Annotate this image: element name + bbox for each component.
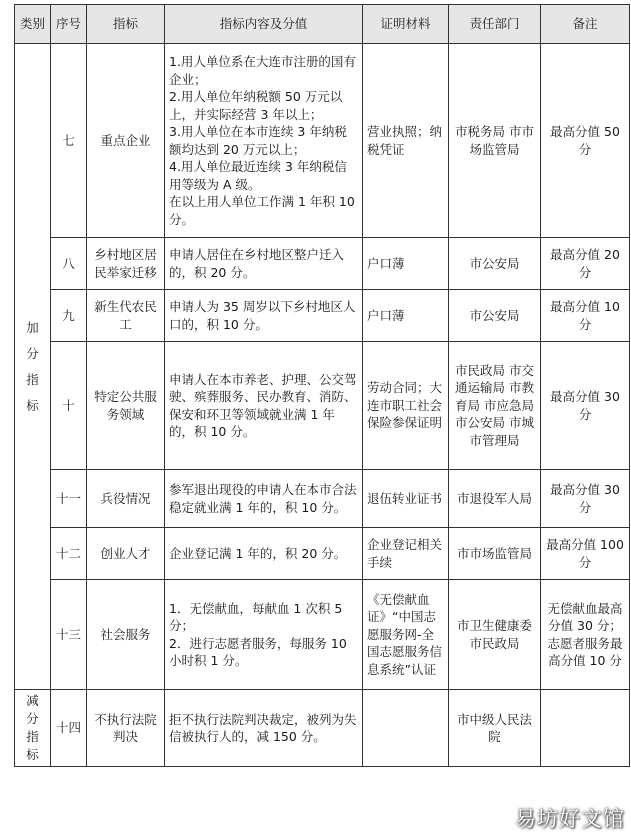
- seq-cell: 九: [51, 290, 87, 342]
- content-cell: [165, 528, 363, 580]
- content-cell: [165, 290, 363, 342]
- header-indicator: 指标: [87, 5, 165, 44]
- indicator-cell: 特定公共服务领域: [87, 342, 165, 470]
- remark-cell: 最高分值 30 分: [541, 470, 630, 528]
- watermark-logo: 易坊好文馆: [515, 807, 625, 831]
- indicator-cell: 不执行法院判决: [87, 690, 165, 767]
- docs-cell: 营业执照；纳税凭证: [363, 44, 449, 238]
- dept-cell: 市卫生健康委 市民政局: [449, 580, 541, 690]
- content-cell: [165, 470, 363, 528]
- docs-cell: 户口薄: [363, 238, 449, 290]
- remark-cell: 最高分值 20 分: [541, 238, 630, 290]
- category-char: 指: [26, 371, 39, 387]
- indicator-cell: 社会服务: [87, 580, 165, 690]
- seq-cell: 七: [51, 44, 87, 238]
- category-char: 加: [26, 319, 39, 335]
- dept-cell: 市税务局 市市场监管局: [449, 44, 541, 238]
- remark-cell: 无偿献血最高分值 30 分；志愿者服务最高分值 10 分: [541, 580, 630, 690]
- content-line: 拒不执行法院判决裁定，被列为失信被执行人的，减 150 分。: [169, 711, 357, 744]
- header-content: 指标内容及分值: [165, 5, 363, 44]
- seq-cell: 十四: [51, 690, 87, 767]
- table-row: [15, 690, 630, 767]
- indicator-cell: 新生代农民工: [87, 290, 165, 342]
- content-line: 1．无偿献血，每献血 1 次积 5 分；: [169, 600, 343, 633]
- indicator-cell: 创业人才: [87, 528, 165, 580]
- docs-cell: [363, 690, 449, 767]
- header-seq: 序号: [51, 5, 87, 44]
- seq-cell: 十二: [51, 528, 87, 580]
- seq-cell: 十: [51, 342, 87, 470]
- header-dept: 责任部门: [449, 5, 541, 44]
- dept-cell: 市民政局 市交通运输局 市教育局 市应急局 市公安局 市城市管理局: [449, 342, 541, 470]
- category-char: 指: [26, 729, 39, 744]
- table-row: [15, 342, 630, 470]
- header-row: [15, 5, 630, 44]
- content-line: 企业登记满 1 年的，积 20 分。: [169, 545, 347, 561]
- category-char: 标: [26, 397, 39, 413]
- indicator-cell: 重点企业: [87, 44, 165, 238]
- content-cell: [165, 238, 363, 290]
- table-row: [15, 238, 630, 290]
- docs-cell: 劳动合同；大连市职工社会保险参保证明: [363, 342, 449, 470]
- table-row: [15, 528, 630, 580]
- dept-cell: 市退役军人局: [449, 470, 541, 528]
- docs-cell: 企业登记相关手续: [363, 528, 449, 580]
- content-line: 3.用人单位在本市连续 3 年纳税额均达到 20 万元以上；: [169, 124, 347, 157]
- remark-cell: 最高分值 30 分: [541, 342, 630, 470]
- content-cell: [165, 690, 363, 767]
- table-row: [15, 44, 630, 238]
- dept-cell: 市公安局: [449, 238, 541, 290]
- table-row: [15, 470, 630, 528]
- content-line: 2.用人单位年纳税额 50 万元以上，并实际经营 3 年以上；: [169, 89, 343, 122]
- content-line: 4.用人单位最近连续 3 年纳税信用等级为 A 级。: [169, 159, 347, 192]
- remark-cell: 最高分值 50 分: [541, 44, 630, 238]
- docs-cell: 户口薄: [363, 290, 449, 342]
- content-line: 申请人居住在乡村地区整户迁入的，积 20 分。: [169, 247, 345, 280]
- docs-cell: 退伍转业证书: [363, 470, 449, 528]
- category-subtract: [15, 690, 51, 767]
- seq-cell: 十一: [51, 470, 87, 528]
- table-row: [15, 580, 630, 690]
- scoring-table: [14, 4, 630, 767]
- remark-cell: 最高分值 100 分: [541, 528, 630, 580]
- content-line: 在以上用人单位工作满 1 年积 10 分。: [169, 194, 355, 227]
- category-char: 标: [26, 747, 39, 762]
- content-line: 申请人为 35 周岁以下乡村地区人口的，积 10 分。: [169, 299, 356, 332]
- seq-cell: 十三: [51, 580, 87, 690]
- dept-cell: 市中级人民法院: [449, 690, 541, 767]
- content-line: 2．进行志愿者服务，每服务 10 小时积 1 分。: [169, 635, 347, 668]
- content-cell: [165, 342, 363, 470]
- dept-cell: 市市场监管局: [449, 528, 541, 580]
- content-cell: [165, 580, 363, 690]
- header-remark: 备注: [541, 5, 630, 44]
- category-char: 分: [26, 711, 39, 726]
- indicator-cell: 乡村地区居民举家迁移: [87, 238, 165, 290]
- remark-cell: 最高分值 10 分: [541, 290, 630, 342]
- docs-cell: 《无偿献血证》“中国志愿服务网-全国志愿服务信息系统”认证: [363, 580, 449, 690]
- dept-cell: 市公安局: [449, 290, 541, 342]
- content-cell: [165, 44, 363, 238]
- content-line: 参军退出现役的申请人在本市合法稳定就业满 1 年的，积 10 分。: [169, 482, 357, 515]
- category-char: 分: [26, 345, 39, 361]
- header-docs: 证明材料: [363, 5, 449, 44]
- table-row: [15, 290, 630, 342]
- category-char: 减: [26, 693, 39, 708]
- content-line: 1.用人单位系在大连市注册的国有企业；: [169, 54, 356, 87]
- seq-cell: 八: [51, 238, 87, 290]
- indicator-cell: 兵役情况: [87, 470, 165, 528]
- remark-cell: [541, 690, 630, 767]
- header-category: 类别: [15, 5, 51, 44]
- content-line: 申请人在本市养老、护理、公交驾驶、殡葬服务、民办教育、消防、保安和环卫等领域就业满 1 年的，积 10 分。: [169, 371, 357, 439]
- category-add: [15, 44, 51, 690]
